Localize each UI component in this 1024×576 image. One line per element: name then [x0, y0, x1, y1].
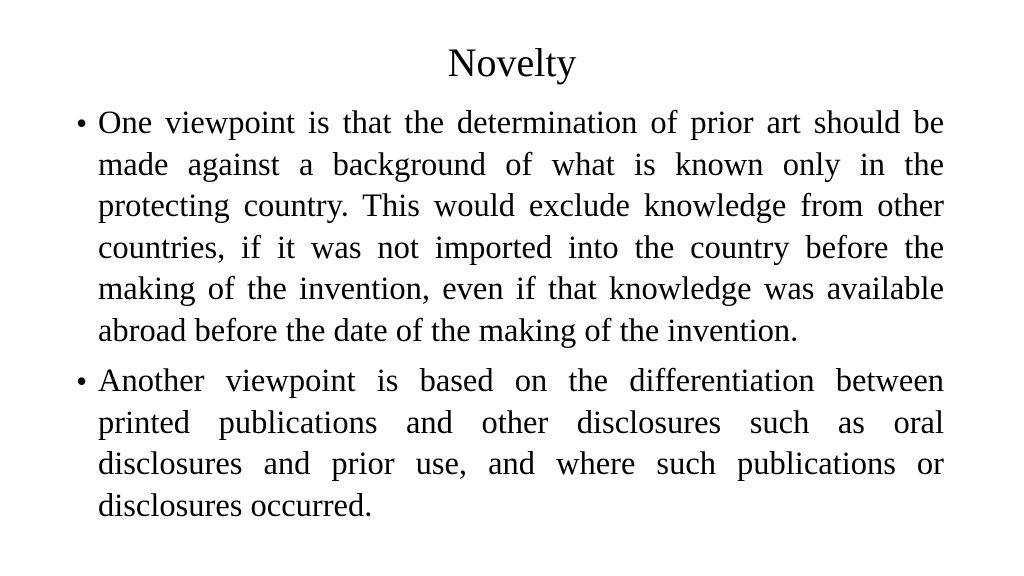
bullet-item — [76, 103, 944, 352]
bullet-text: One viewpoint is that the determination of prior art should be made against a background of what is known only in the protecting country. This would exclude knowledge from other countries, if it was not imported into the country before the making of the invention, even if that knowledge was available abroad before the date of the making of the invention. — [98, 105, 944, 349]
bullet-item — [76, 361, 944, 527]
bullet-text: Another viewpoint is based on the differentiation between printed publications and other disclosures such as oral disclosures and prior use, and where such publications or disclosures occurred. — [98, 363, 944, 524]
slide-title: Novelty — [447, 40, 577, 85]
bullet-list — [76, 103, 944, 536]
bullet-icon: • — [76, 363, 88, 399]
bullet-icon: • — [76, 105, 88, 141]
